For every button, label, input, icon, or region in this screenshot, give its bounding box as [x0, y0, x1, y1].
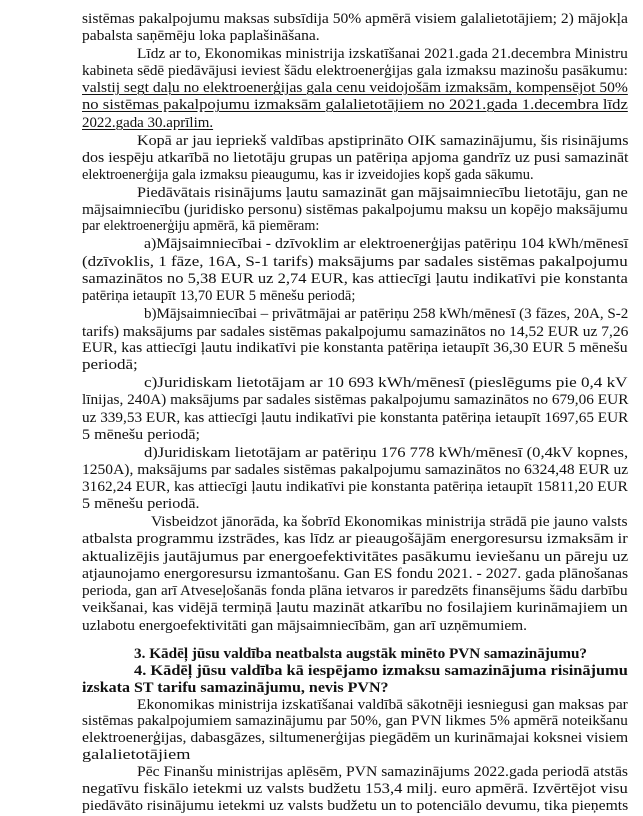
text-line: 1250A), maksājums par sadales sistēmas pakalpojumu samazinātos no 6324,48 EUR uz: [82, 461, 629, 478]
text-line: elektroenerģija gala izmaksu pieaugumu, kas ir izveidojies kopš gada sākumu.: [82, 166, 534, 183]
text-line: a)Mājsaimniecībai - dzīvoklim ar elektroenerģijas patēriņu 104 kWh/mēnesī: [144, 236, 629, 253]
underlined-text-line: valstij segt daļu no elektroenerģijas gala cenu veidojošām izmaksām, kompensējot 50%: [82, 80, 628, 97]
text-line: uzlabotu energoefektivitāti gan mājsaimniecībām, gan arī uzņēmumiem.: [82, 618, 527, 635]
text-line: sistēmas pakalpojumiem samazinājumu par 50%, gan PVN likmes 5% apmērā noteikšanu: [82, 713, 628, 730]
text-line: Kopā ar jau iepriekš valdības apstiprināto OIK samazinājumu, šis risinājums: [137, 133, 629, 149]
text-line: c)Juridiskam lietotājam ar 10 693 kWh/mēnesī (pieslēgums pie 0,4 kV: [144, 375, 628, 392]
text-line: b)Mājsaimniecībai – privātmājai ar patēriņu 258 kWh/mēnesī (3 fāzes, 20A, S-2: [144, 305, 629, 322]
text-line: kabineta sēdē piedāvājusi ieviest šādu elektroenerģijas gala izmaksu mazinošu pasākumu:: [82, 62, 628, 79]
text-line: 5 mēnešu periodā;: [82, 426, 200, 443]
text-line: samazinātos no 5,38 EUR uz 2,74 EUR, kas attiecīgi ļautu indikatīvi pie konstanta: [82, 271, 628, 287]
text-line: piedāvāto risinājumu ietekmi uz valsts budžetu un to potenciālo devumu, tika pieņemts: [82, 798, 629, 814]
text-line: dos iespēju atkarībā no lietotāju grupas un patēriņa apjoma gandrīz uz pusi samazināt: [82, 149, 629, 166]
text-line: Pēc Finanšu ministrijas aplēsēm, PVN samazinājums 2022.gada periodā atstās: [137, 764, 628, 781]
underlined-text-line: no sistēmas pakalpojumu izmaksām galalietotājiem no 2021.gada 1.decembra līdz: [82, 97, 628, 114]
text-line: d)Juridiskam lietotājam ar patēriņu 176 778 kWh/mēnesī (0,4kV kopnes,: [144, 444, 629, 461]
text-line: aktualizējis jautājumus par energoefektivitātes pasākumu ieviešanu un pāreju uz: [82, 548, 629, 565]
text-line: 5 mēnešu periodā.: [82, 496, 200, 513]
question-4-heading: 4. Kādēļ jūsu valdība kā iespējamo izmaksu samazinājuma risinājumu: [134, 662, 628, 679]
text-line: par elektroenerģiju apmērā, kā piemēram:: [82, 218, 320, 235]
text-line: galalietotājiem: [82, 747, 191, 764]
question-3-heading: 3. Kādēļ jūsu valdība neatbalsta augstāk minēto PVN samazinājumu?: [134, 645, 588, 662]
text-line: sistēmas pakalpojumu maksas subsīdija 50% apmērā visiem galalietotājiem; 2) mājokļa: [82, 11, 628, 27]
text-line: Piedāvātais risinājums ļautu samazināt gan mājsaimniecību lietotāju, gan ne: [137, 184, 628, 201]
text-line: Ekonomikas ministrija izskatīšanai valdībā sākotnēji iesniegusi gan maksas par: [137, 696, 628, 713]
question-4-heading-cont: izskata ST tarifu samazinājumu, nevis PVN?: [82, 679, 389, 696]
text-line: 3162,24 EUR, kas attiecīgi ļautu indikatīvi pie konstanta patēriņa ietaupīt 15811,20 EUR: [82, 479, 628, 496]
text-line: līnijas, 240A) maksājums par sadales sistēmas pakalpojumu samazinātos no 679,06 EUR: [82, 392, 629, 408]
text-line: atbalsta programmu izstrādes, kas līdz ar pieaugošājām energoresursu izmaksām ir: [82, 530, 628, 547]
text-line: pabalsta saņēmēju loka paplašināšana.: [82, 27, 320, 44]
text-line: veikšanai, kas vidējā termiņā ļautu mazināt atkarību no fosilajiem kurināmajiem un: [82, 600, 628, 617]
text-line: patēriņa ietaupīt 13,70 EUR 5 mēnešu periodā;: [82, 287, 356, 304]
text-line: elektroenerģijas, dabasgāzes, siltumenerģijas piegādēm un kurināmajai koksnei visiem: [82, 730, 629, 747]
text-line: mājsaimniecību (juridisko personu) sistēmas pakalpojumu maksu un kopējo maksājumu: [82, 201, 628, 218]
text-line: periodā;: [82, 357, 138, 374]
text-line: Līdz ar to, Ekonomikas ministrija izskatīšanai 2021.gada 21.decembra Ministru: [137, 45, 628, 62]
text-line: tarifs) maksājums par sadales sistēmas pakalpojumu samazinātos no 14,52 EUR uz 7,26: [82, 323, 629, 340]
underlined-text-line: 2022.gada 30.aprīlim.: [82, 115, 214, 132]
text-line: EUR, kas attiecīgi ļautu indikatīvi pie konstanta patēriņa ietaupīt 36,30 EUR 5 mēnešu: [82, 340, 628, 357]
text-line: Visbeidzot jānorāda, ka šobrīd Ekonomikas ministrija strādā pie jauno valsts: [151, 514, 628, 530]
text-line: negatīvu fiskālo ietekmi uz valsts budžetu 153,4 milj. euro apmērā. Izvērtējot visu: [82, 781, 628, 798]
text-line: atjaunojamo energoresursu izmantošanu. Gan ES fondu 2021. - 2027. gada plānošanas: [82, 565, 629, 582]
text-line: perioda, gan arī Atveseļošanās fonda plāna ietvaros ir paredzēts finansējums šādu darbību: [82, 583, 628, 600]
text-line: uz 339,53 EUR, kas attiecīgi ļautu indikatīvi pie konstanta patēriņa ietaupīt 1697,65 EUR: [82, 409, 629, 426]
text-line: (dzīvoklis, 1 fāze, 16A, S-1 tarifs) maksājums par sadales sistēmas pakalpojumu: [82, 254, 628, 270]
